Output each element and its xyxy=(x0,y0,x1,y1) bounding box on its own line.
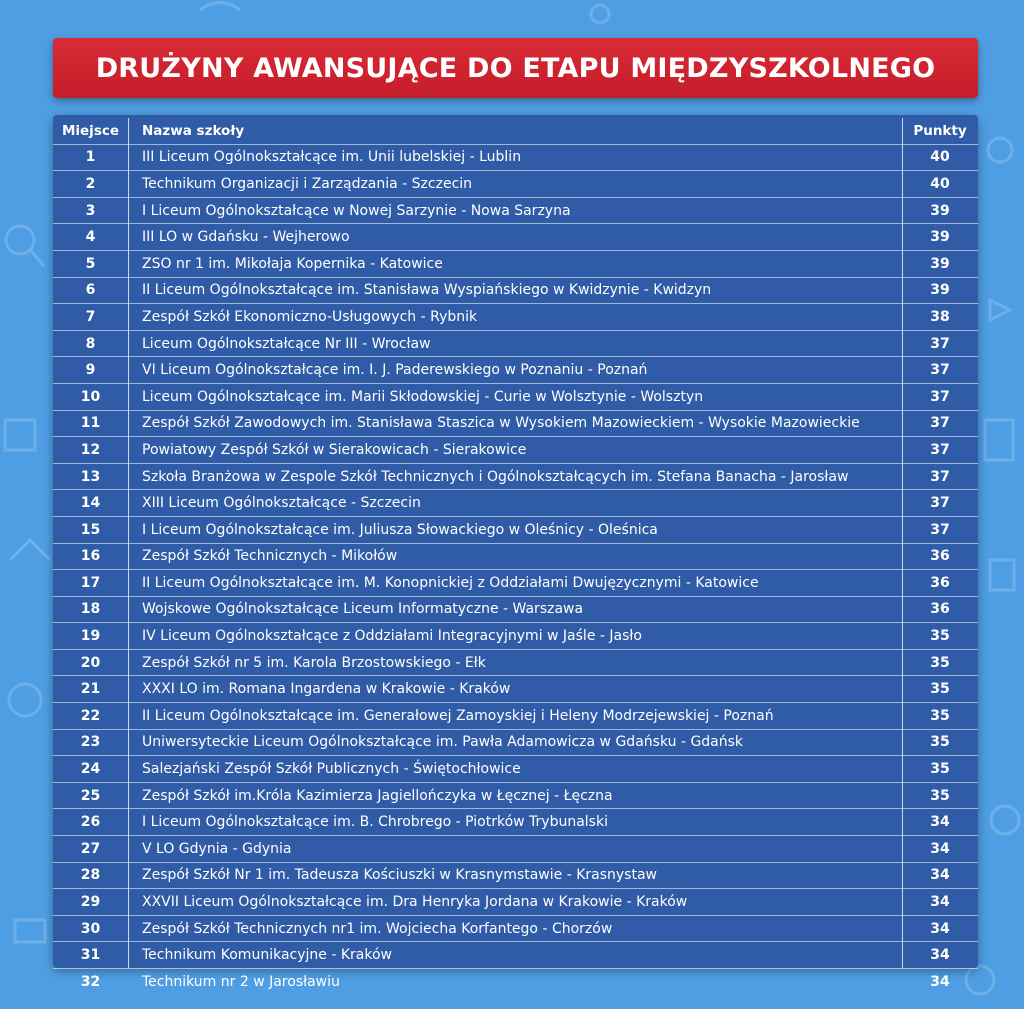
school-name-cell: Uniwersyteckie Liceum Ogólnokształcące im. Pawła Adamowicza w Gdańsku - Gdańsk xyxy=(128,729,902,756)
school-name-cell: VI Liceum Ogólnokształcące im. I. J. Paderewskiego w Poznaniu - Poznań xyxy=(128,357,902,384)
points-cell: 35 xyxy=(902,756,978,783)
table-row xyxy=(53,942,978,969)
points-cell: 34 xyxy=(902,915,978,942)
school-name-cell: II Liceum Ogólnokształcące im. Generałowej Zamoyskiej i Heleny Modrzejewskiej - Poznań xyxy=(128,703,902,730)
points-cell: 38 xyxy=(902,304,978,331)
table-row xyxy=(53,490,978,517)
table-row xyxy=(53,862,978,889)
table-row xyxy=(53,623,978,650)
school-name-cell: Powiatowy Zespół Szkół w Sierakowicach - Sierakowice xyxy=(128,437,902,464)
table-row xyxy=(53,410,978,437)
school-name-cell: III Liceum Ogólnokształcące im. Unii lubelskiej - Lublin xyxy=(128,144,902,171)
points-cell: 34 xyxy=(902,809,978,836)
points-cell: 37 xyxy=(902,516,978,543)
school-name-cell: XXVII Liceum Ogólnokształcące im. Dra Henryka Jordana w Krakowie - Kraków xyxy=(128,889,902,916)
school-name-cell: Wojskowe Ogólnokształcące Liceum Informatyczne - Warszawa xyxy=(128,596,902,623)
results-table xyxy=(53,118,978,995)
place-cell: 13 xyxy=(53,463,128,490)
school-name-cell: V LO Gdynia - Gdynia xyxy=(128,836,902,863)
table-row xyxy=(53,596,978,623)
school-name-cell: Technikum Komunikacyjne - Kraków xyxy=(128,942,902,969)
place-cell: 23 xyxy=(53,729,128,756)
table-row xyxy=(53,224,978,251)
points-cell: 37 xyxy=(902,437,978,464)
table-row xyxy=(53,782,978,809)
place-cell: 15 xyxy=(53,516,128,543)
school-name-cell: Technikum nr 2 w Jarosławiu xyxy=(128,969,902,995)
school-name-cell: Zespół Szkół Technicznych - Mikołów xyxy=(128,543,902,570)
place-cell: 27 xyxy=(53,836,128,863)
points-cell: 37 xyxy=(902,463,978,490)
points-cell: 37 xyxy=(902,357,978,384)
table-row xyxy=(53,516,978,543)
table-row xyxy=(53,250,978,277)
points-cell: 39 xyxy=(902,277,978,304)
place-cell: 32 xyxy=(53,969,128,995)
school-name-cell: Liceum Ogólnokształcące Nr III - Wrocław xyxy=(128,330,902,357)
school-name-cell: Zespół Szkół im.Króla Kazimierza Jagiellończyka w Łęcznej - Łęczna xyxy=(128,782,902,809)
place-cell: 17 xyxy=(53,570,128,597)
school-name-cell: ZSO nr 1 im. Mikołaja Kopernika - Katowice xyxy=(128,250,902,277)
points-cell: 36 xyxy=(902,570,978,597)
table-row xyxy=(53,915,978,942)
points-cell: 34 xyxy=(902,862,978,889)
place-cell: 8 xyxy=(53,330,128,357)
place-cell: 24 xyxy=(53,756,128,783)
school-name-cell: IV Liceum Ogólnokształcące z Oddziałami Integracyjnymi w Jaśle - Jasło xyxy=(128,623,902,650)
place-cell: 29 xyxy=(53,889,128,916)
table-row xyxy=(53,437,978,464)
place-cell: 30 xyxy=(53,915,128,942)
place-cell: 1 xyxy=(53,144,128,171)
school-name-cell: Zespół Szkół Zawodowych im. Stanisława Staszica w Wysokiem Mazowieckiem - Wysokie Mazowieckie xyxy=(128,410,902,437)
points-cell: 39 xyxy=(902,197,978,224)
points-cell: 37 xyxy=(902,330,978,357)
school-name-cell: Technikum Organizacji i Zarządzania - Szczecin xyxy=(128,171,902,198)
table-row xyxy=(53,649,978,676)
table-header-row xyxy=(53,118,978,144)
points-cell: 40 xyxy=(902,171,978,198)
points-cell: 39 xyxy=(902,224,978,251)
table-row xyxy=(53,357,978,384)
school-name-cell: XIII Liceum Ogólnokształcące - Szczecin xyxy=(128,490,902,517)
school-name-cell: I Liceum Ogólnokształcące im. Juliusza Słowackiego w Oleśnicy - Oleśnica xyxy=(128,516,902,543)
place-cell: 9 xyxy=(53,357,128,384)
header-place: Miejsce xyxy=(61,122,120,139)
points-cell: 37 xyxy=(902,410,978,437)
table-row xyxy=(53,304,978,331)
place-cell: 3 xyxy=(53,197,128,224)
place-cell: 19 xyxy=(53,623,128,650)
place-cell: 14 xyxy=(53,490,128,517)
place-cell: 4 xyxy=(53,224,128,251)
table-row xyxy=(53,171,978,198)
table-row xyxy=(53,197,978,224)
title-banner xyxy=(53,38,978,98)
points-cell: 37 xyxy=(902,383,978,410)
table-row xyxy=(53,144,978,171)
table-row xyxy=(53,463,978,490)
table-row xyxy=(53,809,978,836)
place-cell: 18 xyxy=(53,596,128,623)
points-cell: 35 xyxy=(902,623,978,650)
school-name-cell: Szkoła Branżowa w Zespole Szkół Technicznych i Ogólnokształcących im. Stefana Banacha - Jarosław xyxy=(128,463,902,490)
header-school: Nazwa szkoły xyxy=(142,122,245,139)
place-cell: 2 xyxy=(53,171,128,198)
school-name-cell: II Liceum Ogólnokształcące im. Stanisława Wyspiańskiego w Kwidzynie - Kwidzyn xyxy=(128,277,902,304)
school-name-cell: III LO w Gdańsku - Wejherowo xyxy=(128,224,902,251)
table-row xyxy=(53,676,978,703)
place-cell: 22 xyxy=(53,703,128,730)
place-cell: 11 xyxy=(53,410,128,437)
points-cell: 34 xyxy=(902,942,978,969)
place-cell: 26 xyxy=(53,809,128,836)
points-cell: 35 xyxy=(902,676,978,703)
place-cell: 16 xyxy=(53,543,128,570)
points-cell: 34 xyxy=(902,969,978,995)
place-cell: 28 xyxy=(53,862,128,889)
school-name-cell: I Liceum Ogólnokształcące im. B. Chrobrego - Piotrków Trybunalski xyxy=(128,809,902,836)
table-row xyxy=(53,330,978,357)
place-cell: 25 xyxy=(53,782,128,809)
table-row xyxy=(53,543,978,570)
place-cell: 31 xyxy=(53,942,128,969)
place-cell: 21 xyxy=(53,676,128,703)
points-cell: 34 xyxy=(902,889,978,916)
table-row xyxy=(53,729,978,756)
school-name-cell: Zespół Szkół Nr 1 im. Tadeusza Kościuszki w Krasnymstawie - Krasnystaw xyxy=(128,862,902,889)
points-cell: 35 xyxy=(902,782,978,809)
points-cell: 35 xyxy=(902,703,978,730)
place-cell: 5 xyxy=(53,250,128,277)
points-cell: 35 xyxy=(902,649,978,676)
table-row xyxy=(53,570,978,597)
header-points: Punkty xyxy=(913,122,967,139)
place-cell: 10 xyxy=(53,383,128,410)
table-row xyxy=(53,969,978,995)
points-cell: 39 xyxy=(902,250,978,277)
points-cell: 36 xyxy=(902,596,978,623)
table-row xyxy=(53,703,978,730)
points-cell: 34 xyxy=(902,836,978,863)
place-cell: 6 xyxy=(53,277,128,304)
table-row xyxy=(53,836,978,863)
school-name-cell: XXXI LO im. Romana Ingardena w Krakowie - Kraków xyxy=(128,676,902,703)
page-title: DRUŻYNY AWANSUJĄCE DO ETAPU MIĘDZYSZKOLNEGO xyxy=(95,52,936,84)
place-cell: 20 xyxy=(53,649,128,676)
school-name-cell: I Liceum Ogólnokształcące w Nowej Sarzynie - Nowa Sarzyna xyxy=(128,197,902,224)
table-row xyxy=(53,756,978,783)
school-name-cell: Zespół Szkół Technicznych nr1 im. Wojciecha Korfantego - Chorzów xyxy=(128,915,902,942)
school-name-cell: II Liceum Ogólnokształcące im. M. Konopnickiej z Oddziałami Dwujęzycznymi - Katowice xyxy=(128,570,902,597)
place-cell: 7 xyxy=(53,304,128,331)
points-cell: 37 xyxy=(902,490,978,517)
school-name-cell: Salezjański Zespół Szkół Publicznych - Świętochłowice xyxy=(128,756,902,783)
table-row xyxy=(53,277,978,304)
school-name-cell: Zespół Szkół nr 5 im. Karola Brzostowskiego - Ełk xyxy=(128,649,902,676)
points-cell: 36 xyxy=(902,543,978,570)
school-name-cell: Liceum Ogólnokształcące im. Marii Skłodowskiej - Curie w Wolsztynie - Wolsztyn xyxy=(128,383,902,410)
points-cell: 35 xyxy=(902,729,978,756)
table-row xyxy=(53,383,978,410)
school-name-cell: Zespół Szkół Ekonomiczno-Usługowych - Rybnik xyxy=(128,304,902,331)
place-cell: 12 xyxy=(53,437,128,464)
table-row xyxy=(53,889,978,916)
points-cell: 40 xyxy=(902,144,978,171)
